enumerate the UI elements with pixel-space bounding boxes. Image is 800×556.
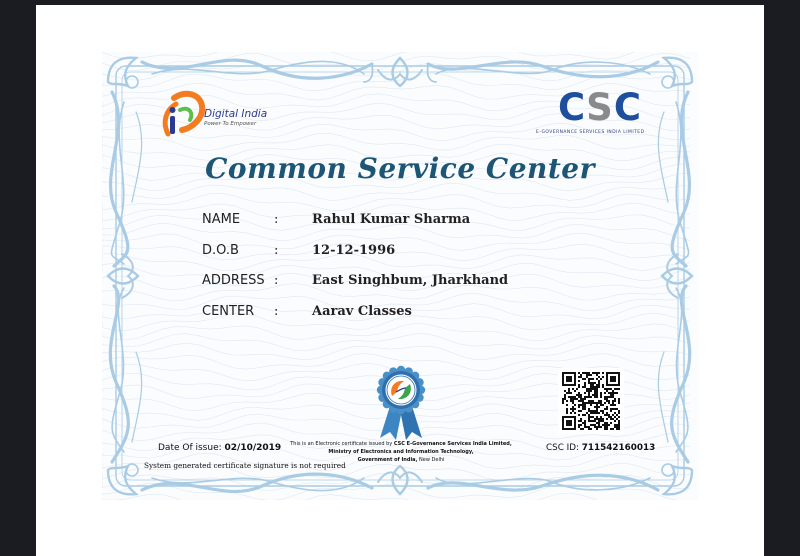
document-page: [36, 5, 764, 556]
issue-date-label: Date Of issue:: [158, 443, 222, 453]
qr-code-icon: [558, 368, 624, 434]
rosette-badge-icon: [372, 362, 430, 440]
system-generated-note: System generated certificate signature is not required: [144, 461, 346, 470]
field-separator: :: [274, 273, 279, 288]
field-value: Rahul Kumar Sharma: [312, 212, 471, 227]
electronic-note-ministry: Ministry of Electronics and Information Technology,: [328, 449, 474, 456]
csc-id-value: 711542160013: [581, 443, 656, 453]
field-label: D.O.B: [202, 243, 239, 258]
digital-india-tagline: Power To Empower: [204, 121, 257, 127]
electronic-certificate-note: [276, 440, 526, 465]
csc-letter-s: S: [586, 86, 614, 129]
field-separator: :: [274, 212, 279, 227]
csc-letter-c2: C: [613, 86, 642, 129]
field-value: Aarav Classes: [312, 304, 412, 319]
csc-id-label: CSC ID:: [546, 443, 579, 453]
csc-logo-subtitle: E-GOVERNANCE SERVICES INDIA LIMITED: [536, 130, 645, 135]
issue-date: [158, 443, 281, 453]
electronic-note-prefix: This is an Electronic certificate issued by: [290, 441, 393, 447]
field-label: CENTER: [202, 304, 255, 319]
electronic-note-city: New Delhi: [419, 457, 445, 464]
digital-india-title: Digital India: [204, 108, 268, 120]
issue-date-value: 02/10/2019: [224, 443, 282, 453]
field-label: ADDRESS: [202, 273, 265, 288]
certificate: [102, 52, 698, 500]
electronic-note-issuer: CSC E-Governance Services India Limited,: [393, 441, 512, 447]
electronic-note-government: Government of India,: [357, 457, 418, 464]
csc-letter-c1: C: [558, 86, 587, 129]
csc-id: [546, 443, 655, 453]
certificate-title: Common Service Center: [205, 152, 595, 185]
field-separator: :: [274, 304, 279, 319]
csc-logo: [558, 88, 642, 128]
field-value: 12-12-1996: [312, 243, 396, 258]
field-separator: :: [274, 243, 279, 258]
field-label: NAME: [202, 212, 241, 227]
field-value: East Singhbum, Jharkhand: [312, 273, 509, 288]
